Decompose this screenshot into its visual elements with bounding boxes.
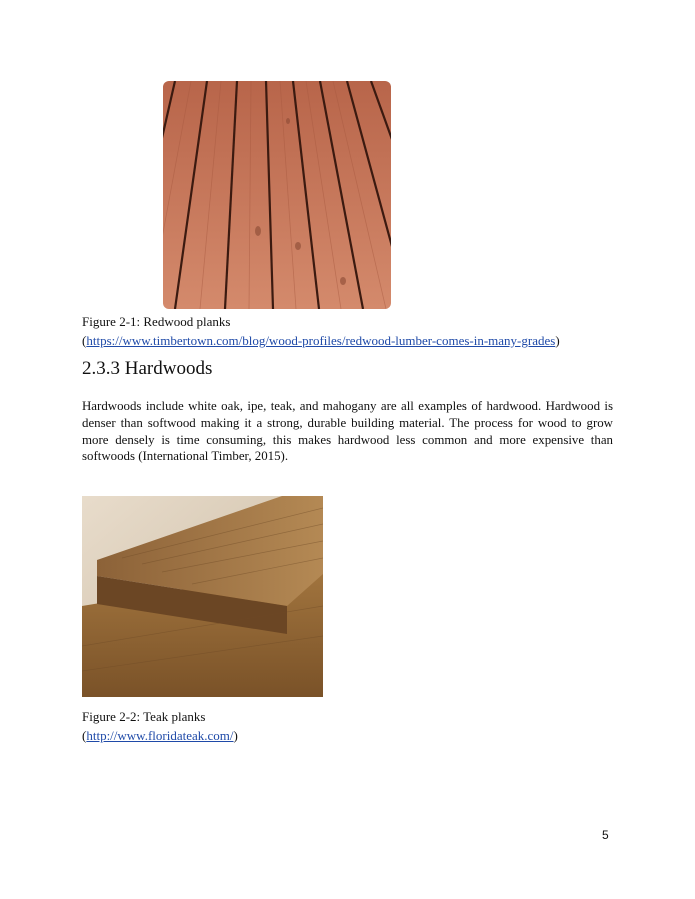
section-paragraph: Hardwoods include white oak, ipe, teak, and mahogany are all examples of hardwood. Hardwood is denser than softwood making it a strong, durable building material. The process for wood to grow more densely is time consuming, this makes hardwood less common and more expensive than softwoods (International Timber, 2015).	[82, 399, 613, 464]
source-link[interactable]: https://www.timbertown.com/blog/wood-profiles/redwood-lumber-comes-in-many-grades	[86, 333, 556, 348]
redwood-planks-image	[163, 81, 391, 309]
figure-title: Figure 2-1: Redwood planks	[82, 314, 231, 329]
figure-caption	[82, 312, 560, 350]
figure-source: (https://www.timbertown.com/blog/wood-profiles/redwood-lumber-comes-in-many-grades)	[82, 333, 560, 348]
page-number: 5	[602, 828, 609, 842]
section-heading: 2.3.3 Hardwoods	[82, 358, 213, 379]
figure-title: Figure 2-2: Teak planks	[82, 709, 206, 724]
source-link[interactable]: http://www.floridateak.com/	[86, 728, 234, 743]
figure-source: (http://www.floridateak.com/)	[82, 728, 238, 743]
figure-caption	[82, 707, 238, 745]
teak-planks-image	[82, 496, 323, 697]
